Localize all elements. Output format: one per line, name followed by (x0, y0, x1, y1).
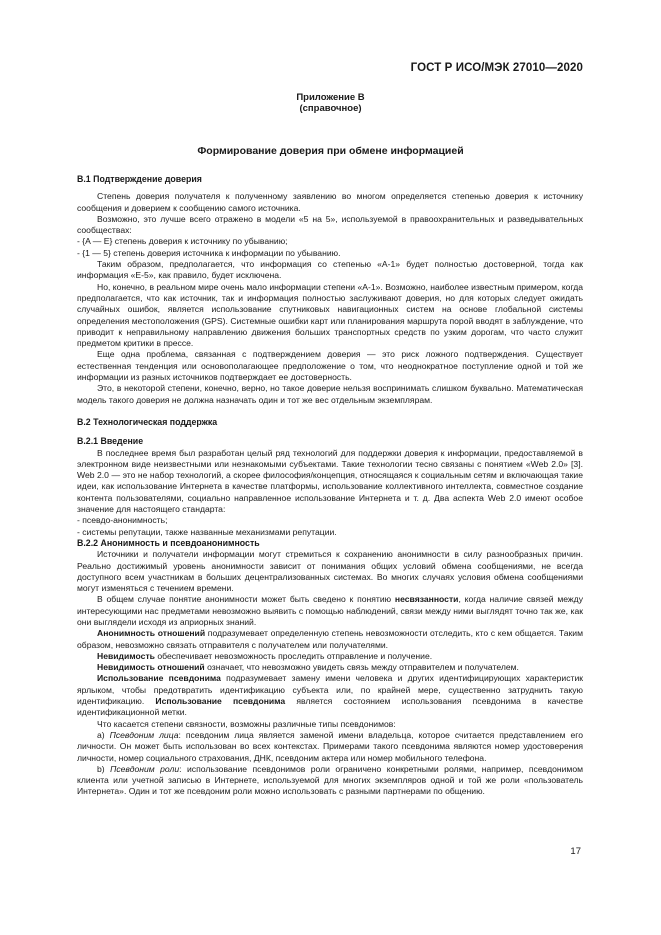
document-body (77, 174, 583, 798)
term-pseudonymity: Использование псевдонима (155, 696, 286, 707)
annex-subtitle: (справочное) (299, 103, 362, 114)
paragraph: Что касается степени связности, возможны различные типы псевдонимов: (97, 718, 396, 729)
paragraph: Анонимность отношений подразумевает определенную степень невозможности отследить, кто с кем общается. Таким образом, невозможно связать отправителя с получателем или получателями. (77, 628, 583, 650)
subsection-heading-b21: В.2.1 Введение (77, 436, 144, 447)
annex-title: Приложение В (296, 92, 365, 103)
term-person-pseudonym: Псевдоним лица (109, 729, 179, 740)
paragraph: В последнее время был разработан целый ряд технологий для поддержки доверия к информации, предоставляемой в электронном виде неизвестными или незнакомыми субъектами. Такие технологии тесно связаны с понятием «Web 2.0» [3]. Web 2.0 — это не набор технологий, а скорее философия/концепция, относящаяся к социальным сетям и включающая такие идеи, как использование Интернета в качестве платформы, использование коллективного интеллекта, совместное создание контента пользователями, социально направленное использование Интернета и т. д. Два аспекта Web 2.0 имеют особое значение для настоящего стандарта: (77, 447, 583, 515)
paragraph: Использование псевдонима подразумевает замену имени человека и других идентифицирующих характеристик ярлыком, чтобы предотвратить идентификацию субъекта или, по крайней мере, существенно затруднить такую идентификацию. Использование псевдонима является состоянием использования псевдонима в качестве идентификационной метки. (77, 673, 584, 718)
paragraph: Но, конечно, в реальном мире очень мало информации степени «A-1». Возможно, наиболее известным примером, когда предполагается, что как источник, так и информация полностью заслуживают доверия, но для которых следует ожидать случайных ошибок, является использование спутниковых навигационных систем на основе глобальной системы определения местоположения (GPS). Системные ошибки карт или планирования маршрута порой вводят в заблуждение, что приводит к неправильному направлению движения больших транспортных средств по узким дорогам, что часто служит предметом критики в прессе. (77, 281, 583, 349)
list-item: - псевдо-анонимность; (77, 515, 168, 526)
paragraph: Еще одна проблема, связанная с подтверждением доверия — это риск ложного подтверждения. Существует естественная тенденция или основополагающее предположение о том, что неоднократное поступление одной и той же информации из разных источников подтверждает ее достоверность. (77, 349, 583, 383)
term-unlinkability: несвязанности (394, 594, 459, 605)
term-relationship-anonymity: Анонимность отношений (97, 628, 206, 639)
list-item: b) Псевдоним роли: использование псевдонимов роли ограничено конкретными ролями, например, псевдонимом клиента или учетной записью в Интернете, используемой для многих экземпляров одной и той же роли «пользователь Интернета». Один и тот же псевдоним роли можно использовать с разными партнерами по общению. (77, 763, 584, 797)
paragraph: Возможно, это лучше всего отражено в модели «5 на 5», используемой в правоохранительных и разведывательных сообществах: (77, 213, 583, 236)
paragraph: В общем случае понятие анонимности может быть сведено к понятию несвязанности, когда наличие связей между интересующими нас предметами невозможно выявить с помощью наблюдений, связи между ними выглядят точно так же, как они выглядели исходя из априорных знаний. (77, 594, 583, 627)
paragraph: Степень доверия получателя к полученному заявлению во многом определяется степенью доверия к источнику сообщения и доверием к сообщению самого источника. (77, 191, 583, 213)
section-heading-b1: В.1 Подтверждение доверия (77, 174, 202, 184)
term-relationship-unobservability: Невидимость отношений (97, 662, 205, 673)
paragraph: Невидимость отношений означает, что невозможно увидеть связь между отправителем и получателем. (97, 662, 519, 673)
list-item: а) Псевдоним лица: псевдоним лица является заменой имени владельца, которое считается представлением его личности. Он может быть использован во всех контекстах. Примерами такого псевдонима являются номер удостоверения личности, номер социального страхования, ДНК, псевдоним актера или номер мобильного телефона. (77, 729, 583, 763)
list-item: - {1 — 5} степень доверия источника к информации по убыванию. (77, 247, 341, 258)
paragraph: Невидимость обеспечивает невозможность проследить отправление и получение. (97, 650, 433, 661)
term-role-pseudonym: Псевдоним роли (110, 763, 180, 774)
list-item: - {A — E} степень доверия к источнику по убыванию; (77, 236, 288, 247)
term-pseudonymity: Использование псевдонима (97, 673, 221, 684)
paragraph: Таким образом, предполагается, что информация со степенью «A-1» будет полностью достоверной, тогда как информация «E-5», как правило, будет исключена. (77, 259, 583, 281)
paragraph: Это, в некоторой степени, конечно, верно, но такое доверие нельзя воспринимать слишком буквально. Математическая модель такого доверия не должна назначать один и тот же вес отдельным экземплярам. (77, 383, 583, 405)
annex-heading (0, 92, 661, 114)
page-number: 17 (570, 846, 581, 857)
term-unobservability: Невидимость (97, 650, 155, 661)
document-code: ГОСТ Р ИСО/МЭК 27010—2020 (410, 62, 583, 74)
section-heading-b2: В.2 Технологическая поддержка (77, 416, 218, 427)
list-item: - системы репутации, также названные механизмами репутации. (77, 526, 337, 537)
paragraph: Источники и получатели информации могут стремиться к сохранению анонимности в силу разнообразных причин. Реально достижимый уровень анонимности зависит от понимания общих условий обмена сообщениями, не всегда доступного всем участникам в больших децентрализованных системах. Во многих случаях условия обмена сообщениями могут изменяться с течением времени. (77, 549, 583, 594)
subsection-heading-b22: В.2.2 Анонимность и псевдоанонимность (77, 537, 260, 548)
main-title: Формирование доверия при обмене информацией (197, 145, 464, 157)
